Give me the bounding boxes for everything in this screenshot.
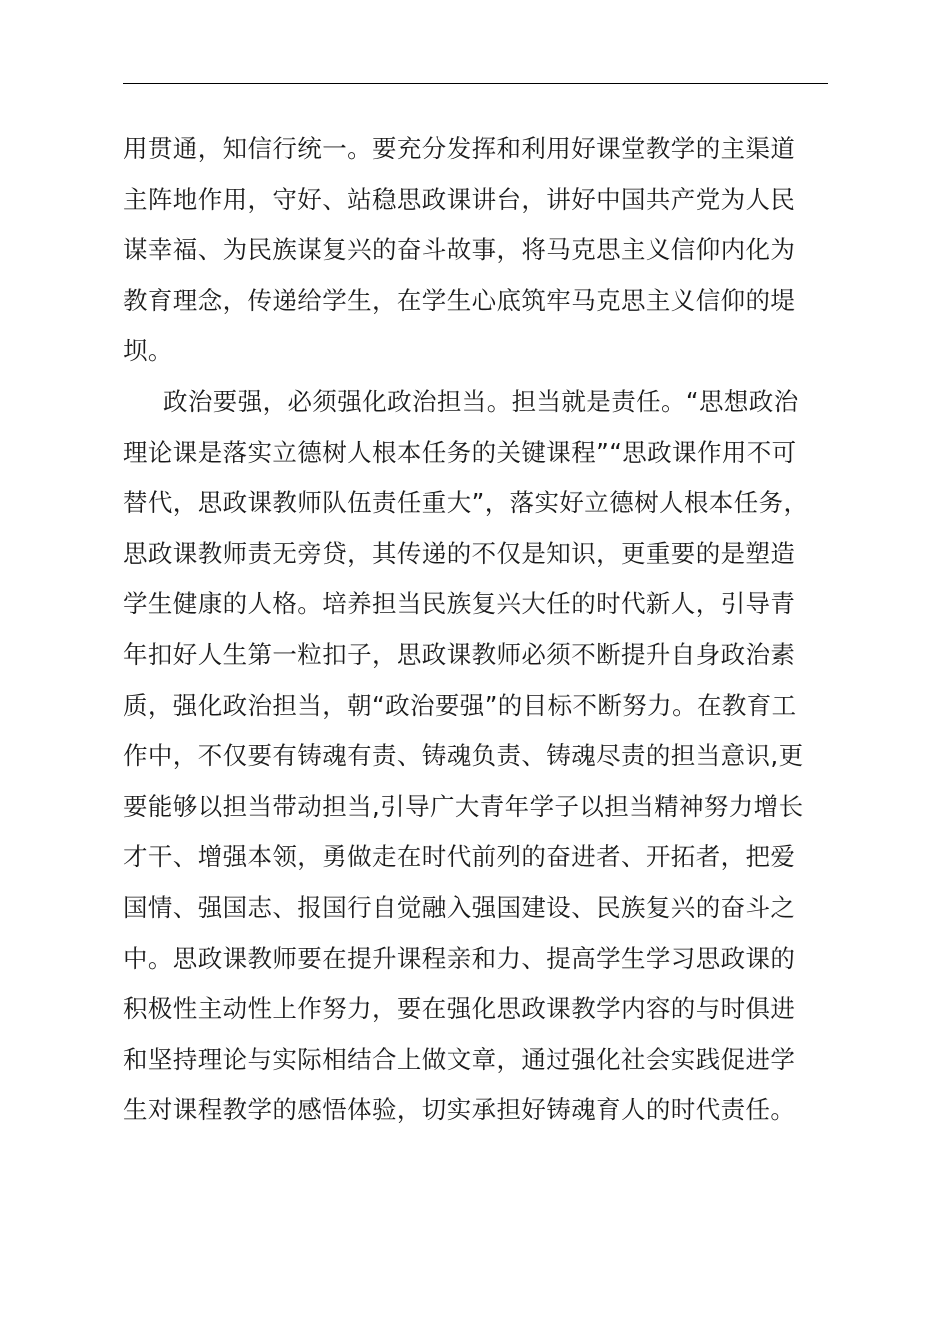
text-line: 主阵地作用，守好、站稳思政课讲台，讲好中国共产党为人民	[123, 184, 796, 214]
header-rule	[123, 83, 828, 84]
text-line: 生对课程教学的感悟体验，切实承担好铸魂育人的时代责任。	[123, 1095, 796, 1125]
text-line: 和坚持理论与实际相结合上做文章，通过强化社会实践促进学	[123, 1044, 796, 1074]
paragraph-2	[123, 377, 828, 1136]
text-line: 才干、增强本领，勇做走在时代前列的奋进者、开拓者，把爱	[123, 842, 796, 872]
paragraph-1	[123, 124, 828, 377]
text-line-first: 政治要强，必须强化政治担当。担当就是责任。“思想政治	[163, 386, 799, 416]
text-line: 理论课是落实立德树人根本任务的关键课程”“思政课作用不可	[123, 437, 797, 467]
text-line: 年扣好人生第一粒扣子，思政课教师必须不断提升自身政治素	[123, 639, 796, 669]
text-line: 中。思政课教师要在提升课程亲和力、提高学生学习思政课的	[123, 943, 796, 973]
text-line: 替代，思政课教师队伍责任重大”，落实好立德树人根本任务，	[123, 488, 809, 518]
text-line: 坝。	[123, 336, 173, 366]
text-line: 教育理念，传递给学生，在学生心底筑牢马克思主义信仰的堤	[123, 285, 796, 315]
text-line: 用贯通，知信行统一。要充分发挥和利用好课堂教学的主渠道	[123, 134, 796, 163]
text-line: 学生健康的人格。培养担当民族复兴大任的时代新人，引导青	[123, 589, 796, 619]
text-line: 国情、强国志、报国行自觉融入强国建设、民族复兴的奋斗之	[123, 892, 796, 922]
text-line: 要能够以担当带动担当,引导广大青年学子以担当精神努力增长	[123, 791, 804, 821]
page-body	[123, 124, 828, 1136]
text-line: 思政课教师责无旁贷，其传递的不仅是知识，更重要的是塑造	[123, 538, 796, 568]
text-line: 质，强化政治担当，朝“政治要强”的目标不断努力。在教育工	[123, 690, 797, 720]
text-line: 作中，不仅要有铸魂有责、铸魂负责、铸魂尽责的担当意识,更	[123, 741, 804, 771]
text-line: 积极性主动性上作努力，要在强化思政课教学内容的与时俱进	[123, 994, 796, 1024]
text-line: 谋幸福、为民族谋复兴的奋斗故事，将马克思主义信仰内化为	[123, 235, 796, 265]
